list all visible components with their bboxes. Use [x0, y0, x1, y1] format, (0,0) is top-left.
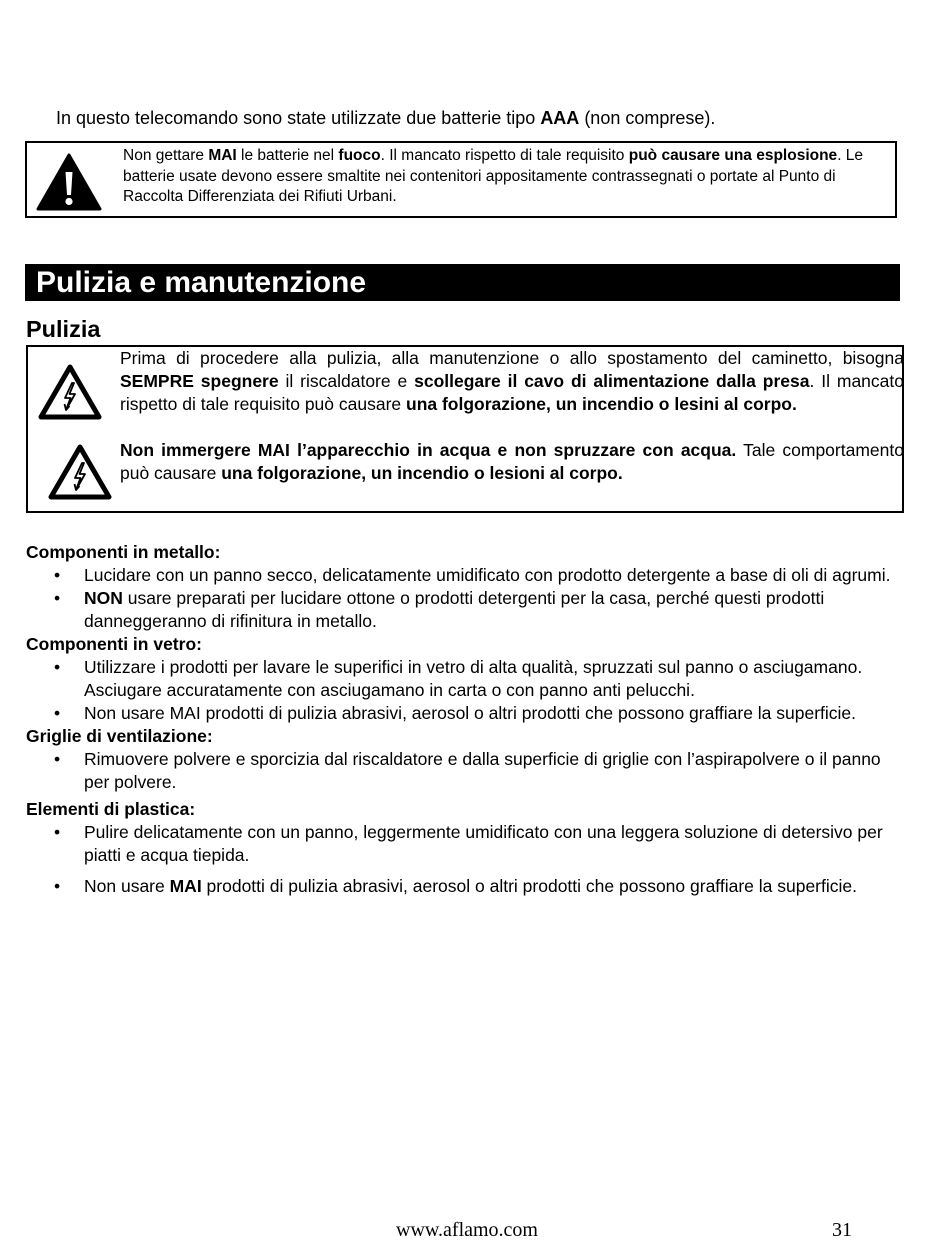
category-title-plastic: Elementi di plastica: — [26, 799, 196, 819]
battery-warning-text: Non gettare MAI le batterie nel fuoco. Il mancato rispetto di tale requisito può causare una esplosione. Le batterie usate devono essere smaltite nei contenitori appositamente contrassegnati o portate al Punto di Raccolta Differenziata dei Rifiuti Urbani. — [123, 147, 864, 205]
section-title: Pulizia e manutenzione — [25, 264, 900, 301]
bullet: • — [54, 749, 61, 769]
subsection-title: Pulizia — [26, 316, 101, 342]
electric-shock-warning-icon — [38, 363, 102, 421]
category-title-glass: Componenti in vetro: — [26, 634, 202, 654]
list-item: • Rimuovere polvere e sporcizia dal riscaldatore e dalla superficie di griglie con l’aspirapolvere o il panno per polvere. — [54, 749, 881, 792]
category-title-metal: Componenti in metallo: — [26, 542, 221, 562]
battery-intro-text: In questo telecomando sono state utilizzate due batterie tipo AAA (non comprese). — [56, 108, 716, 128]
electrical-warning-text — [120, 347, 904, 485]
bullet: • — [54, 588, 61, 608]
warning-paragraph-unplug: Prima di procedere alla pulizia, alla manutenzione o allo spostamento del caminetto, bisogna SEMPRE spegnere il riscaldatore e scollegare il cavo di alimentazione dalla presa. Il mancato rispetto di tale requisito può causare una folgorazione, un incendio o lesini al corpo. — [120, 348, 904, 414]
cleaning-instructions — [26, 541, 910, 902]
footer-url: www.aflamo.com — [396, 1219, 538, 1241]
electric-shock-warning-icon — [48, 443, 112, 501]
list-item: • NON usare preparati per lucidare ottone o prodotti detergenti per la casa, perché questi prodotti danneggeranno di rifinitura in metallo. — [54, 588, 825, 631]
list-item: • Lucidare con un panno secco, delicatamente umidificato con prodotto detergente a base di oli di agrumi. — [54, 565, 891, 585]
exclamation-warning-icon — [36, 152, 102, 212]
battery-warning-box — [25, 141, 897, 218]
electrical-warning-box — [26, 345, 904, 513]
page-number: 31 — [832, 1219, 852, 1241]
list-item: • Non usare MAI prodotti di pulizia abrasivi, aerosol o altri prodotti che possono graffiare la superficie. — [54, 703, 857, 723]
list-item: • Utilizzare i prodotti per lavare le superifici in vetro di alta qualità, spruzzati sul panno o asciugamano. Asciugare accuratamente con asciugamano in carta o con panno anti pelucchi. — [54, 657, 863, 700]
metal-list — [26, 564, 910, 633]
glass-list — [26, 656, 910, 725]
list-item: • Non usare MAI prodotti di pulizia abrasivi, aerosol o altri prodotti che possono graffiare la superficie. — [26, 871, 910, 902]
category-title-vents: Griglie di ventilazione: — [26, 726, 213, 746]
list-item: • Pulire delicatamente con un panno, leggermente umidificato con una leggera soluzione di detersivo per piatti e acqua tiepida. — [54, 822, 883, 865]
bullet: • — [54, 565, 61, 585]
bullet: • — [54, 822, 61, 842]
warning-paragraph-water: Non immergere MAI l’apparecchio in acqua e non spruzzare con acqua. Tale comportamento può causare una folgorazione, un incendio o lesioni al corpo. — [120, 440, 904, 483]
bullet: • — [54, 703, 61, 723]
vents-list — [26, 748, 910, 794]
bullet: • — [54, 657, 61, 677]
bullet: • — [54, 876, 61, 896]
plastic-list — [26, 821, 910, 902]
